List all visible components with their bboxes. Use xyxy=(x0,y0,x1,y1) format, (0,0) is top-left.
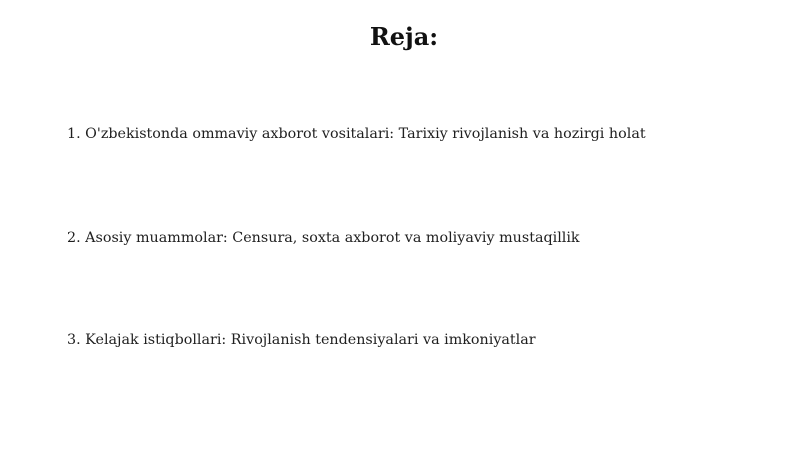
slide-title: Reja: xyxy=(369,22,439,51)
plan-item-history: 1. O'zbekistonda ommaviy axborot vositalari: Tarixiy rivojlanish va hozirgi holat xyxy=(67,126,646,142)
plan-item-prospects: 3. Kelajak istiqbollari: Rivojlanish tendensiyalari va imkoniyatlar xyxy=(67,332,536,348)
plan-item-problems: 2. Asosiy muammolar: Censura, soxta axborot va moliyaviy mustaqillik xyxy=(67,230,580,246)
